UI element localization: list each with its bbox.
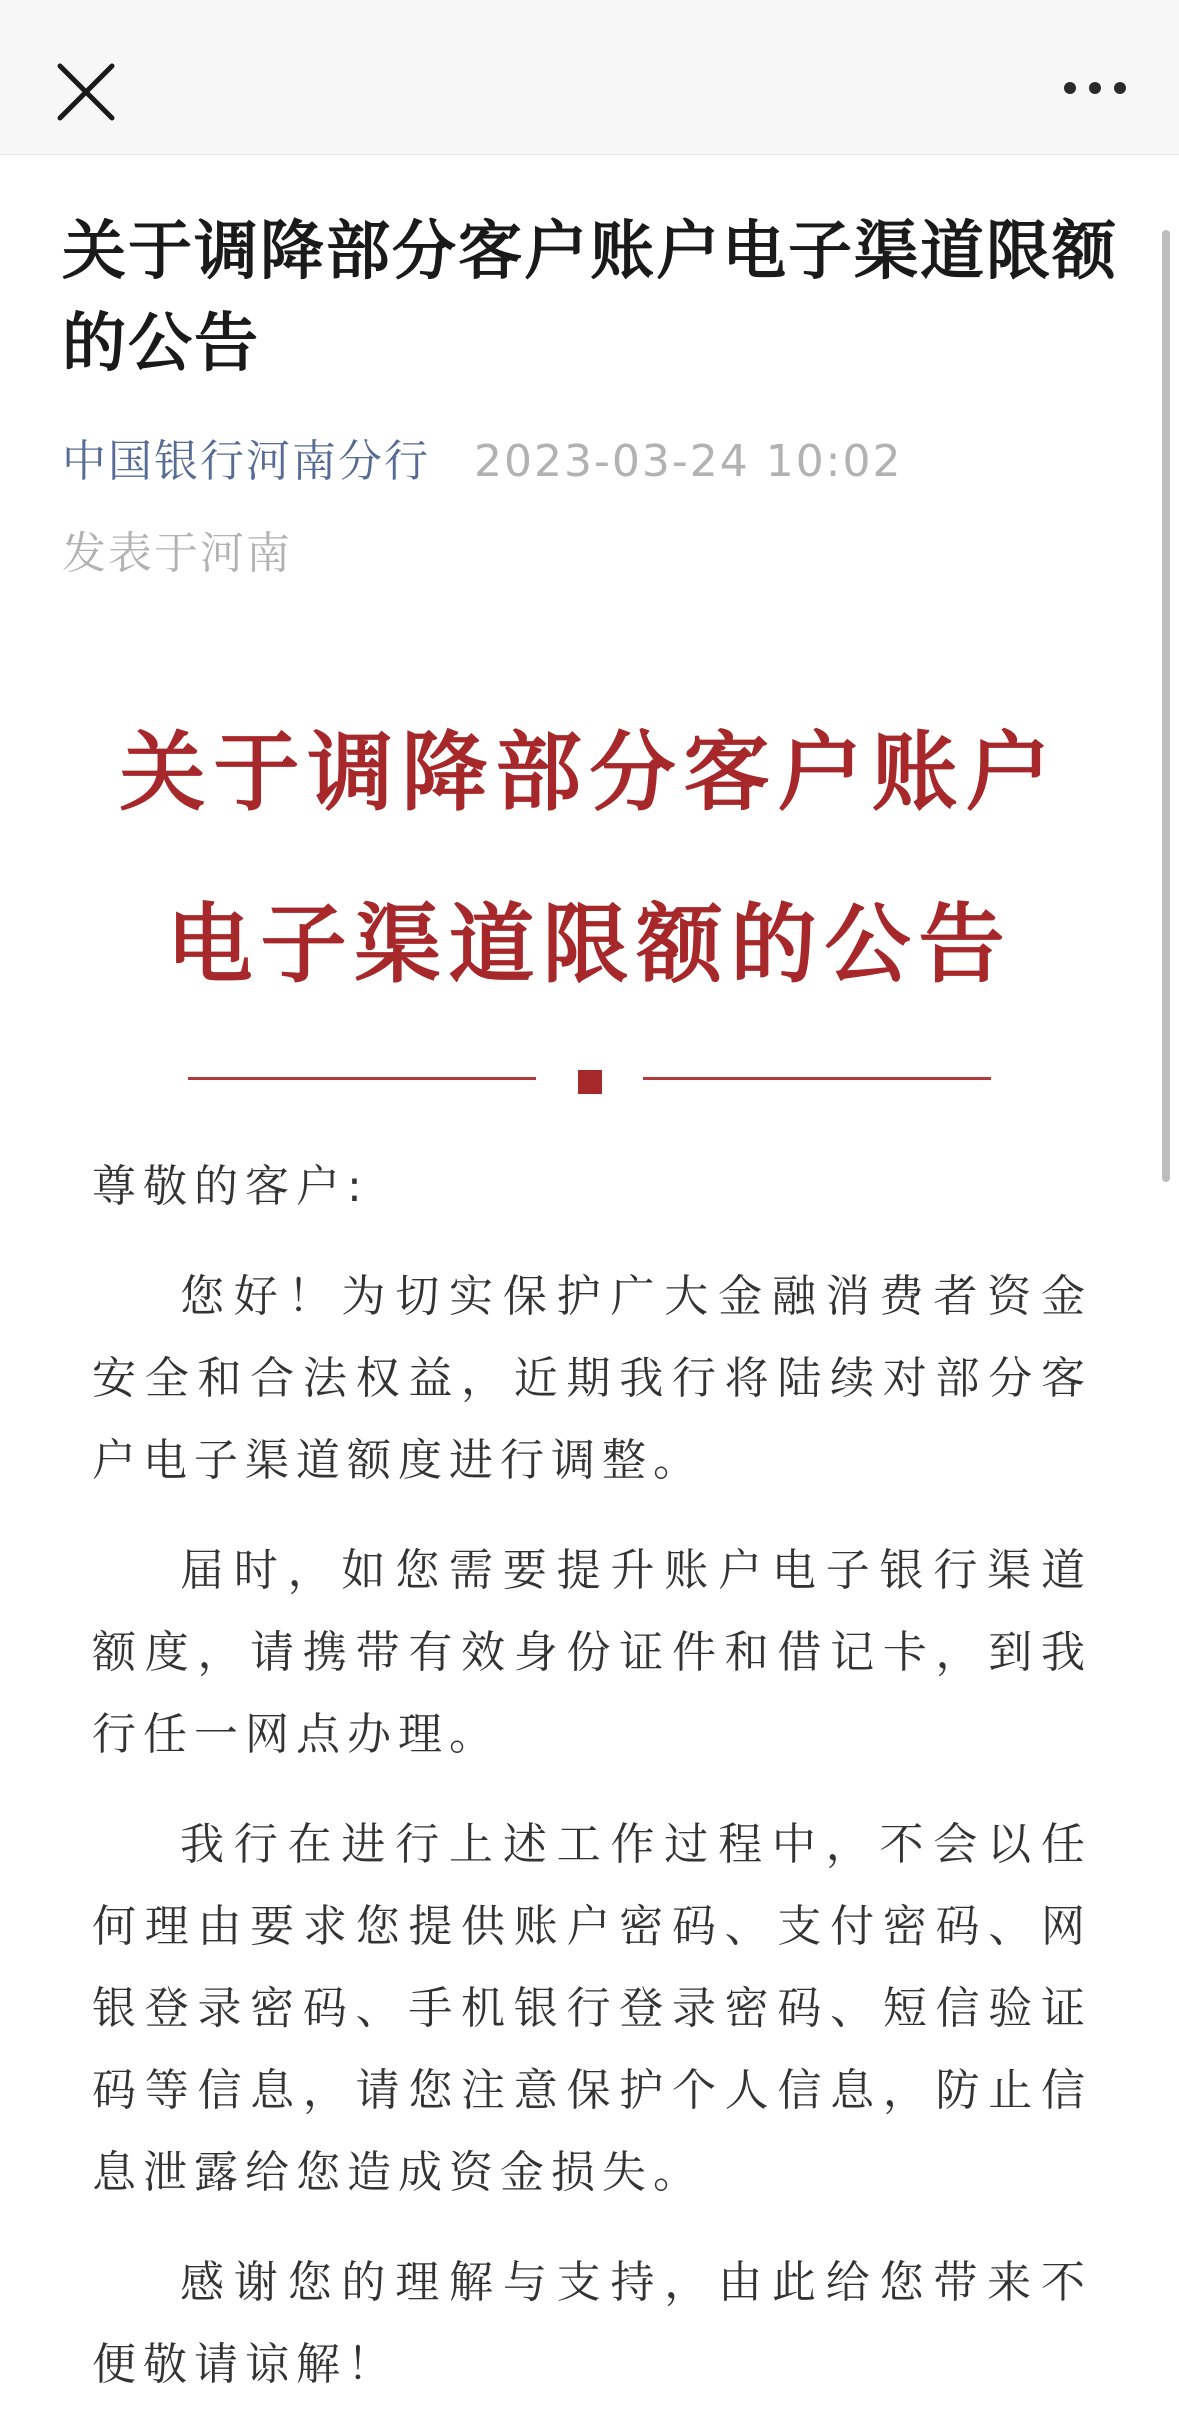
close-button[interactable] <box>54 60 118 124</box>
salutation: 尊敬的客户: <box>92 1161 369 1212</box>
banner-title-line-1: 关于调降部分客户账户 <box>119 723 1060 823</box>
body-paragraph: 我行在进行上述工作过程中，不会以任何理由要求您提供账户密码、支付密码、网银登录密码、手机银行登录密码、短信验证码等信息，请您注意保护个人信息，防止信息泄露给您造成资金损失。 <box>92 1819 1092 2198</box>
divider-line-right <box>643 1077 991 1080</box>
close-icon <box>54 60 118 124</box>
body-paragraph: 您好！为切实保护广大金融消费者资金安全和合法权益，近期我行将陆续对部分客户电子渠道额度进行调整。 <box>92 1271 1092 1486</box>
article-body <box>92 1146 1092 2434</box>
top-toolbar <box>0 0 1179 155</box>
article-meta <box>62 432 903 492</box>
account-name-link[interactable]: 中国银行河南分行 <box>62 436 430 487</box>
divider-line-left <box>188 1077 536 1080</box>
page-scrollbar[interactable] <box>1162 230 1170 1182</box>
article-title: 关于调降部分客户账户电子渠道限额的公告 <box>62 215 1118 381</box>
publish-time: 2023-03-24 10:02 <box>474 436 903 487</box>
publish-location: 发表于河南 <box>62 528 292 579</box>
more-button[interactable] <box>1060 68 1130 108</box>
body-paragraph: 届时，如您需要提升账户电子银行渠道额度，请携带有效身份证件和借记卡，到我行任一网点办理。 <box>92 1545 1092 1760</box>
body-paragraph: 感谢您的理解与支持，由此给您带来不便敬请谅解！ <box>92 2257 1092 2390</box>
banner-title-line-2: 电子渠道限额的公告 <box>166 895 1013 995</box>
divider-square-icon <box>578 1070 602 1094</box>
more-icon <box>1060 68 1130 108</box>
